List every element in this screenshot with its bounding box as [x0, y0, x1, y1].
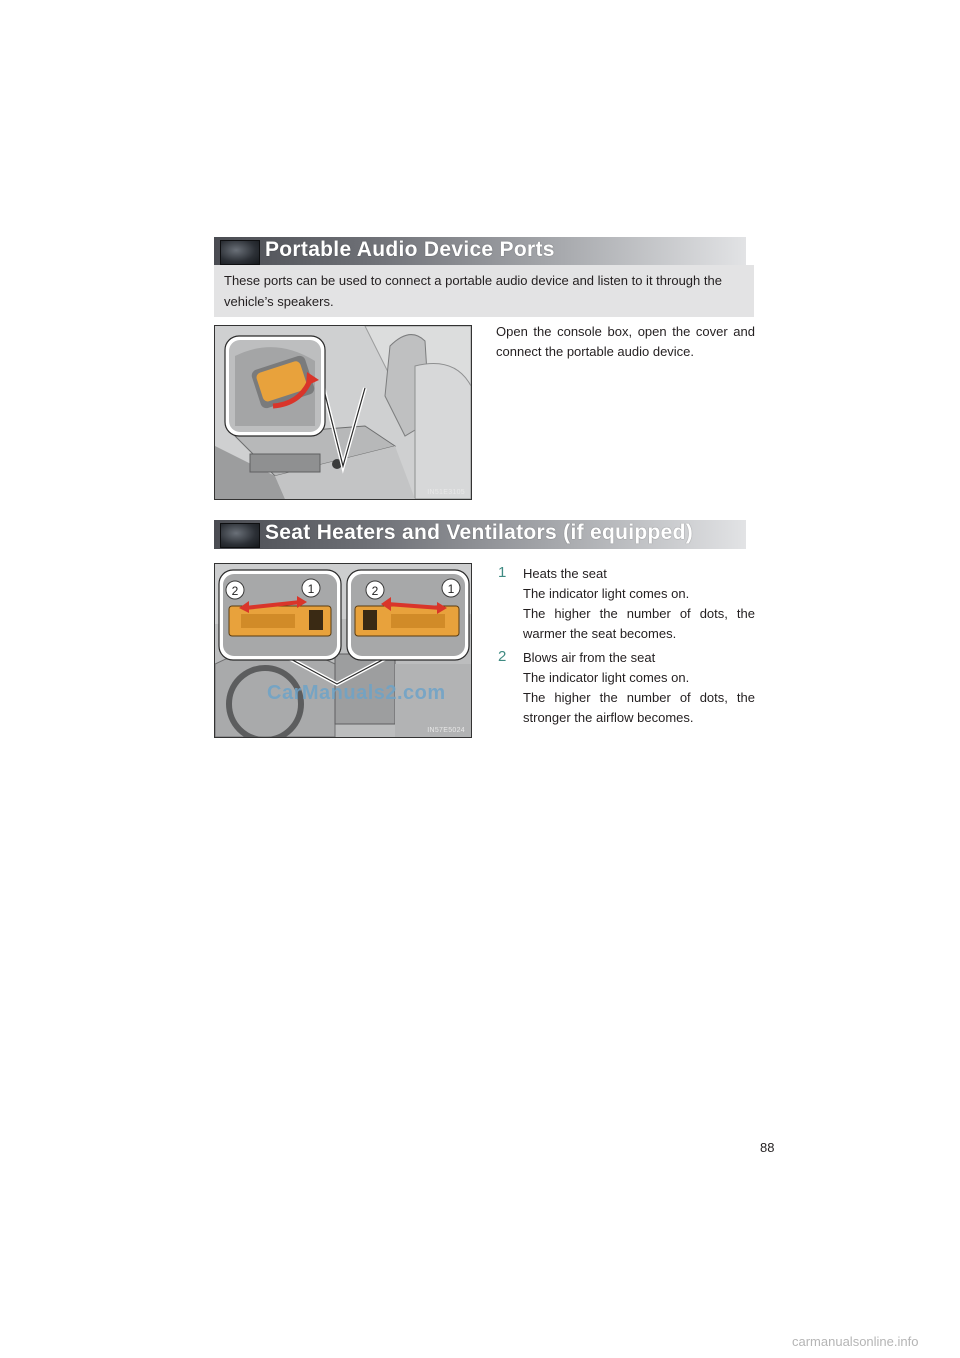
section-title: Portable Audio Device Ports [265, 238, 555, 261]
item-detail: The indicator light comes on. [523, 586, 690, 601]
item-heading: Blows air from the seat [523, 650, 656, 665]
watermark-overlay: CarManuals2.com [267, 682, 446, 704]
console-box-illustration [214, 325, 472, 500]
item-detail: The higher the number of dots, the stronger the airflow becomes. [523, 690, 755, 725]
item-number: 2 [498, 648, 507, 665]
item-number-badge [498, 648, 506, 665]
section-header-icon [220, 523, 260, 548]
instruction-text: Open the console box, open the cover and connect the portable audio device. [496, 324, 755, 359]
section-header-audio-ports [214, 237, 746, 266]
item-detail: The higher the number of dots, the warmer the seat becomes. [523, 606, 755, 641]
figure-code: IN57E5024 [427, 727, 465, 734]
callout-label: 1 [447, 582, 455, 596]
console-box-drawing [215, 326, 471, 499]
item-heading: Heats the seat [523, 566, 607, 581]
item-number-badge [498, 564, 506, 581]
section-header-seat-heaters [214, 520, 746, 549]
section-intro-text: These ports can be used to connect a portable audio device and listen to it through the vehicle’s speakers. [224, 273, 722, 309]
callout-label: 1 [307, 582, 315, 596]
item-detail: The indicator light comes on. [523, 670, 690, 685]
callout-label: 2 [371, 584, 379, 598]
seat-heater-illustration [214, 563, 472, 738]
section-title: Seat Heaters and Ventilators (if equipped) [265, 521, 694, 544]
dashboard-drawing [215, 564, 471, 737]
figure-code: IN51E3105 [427, 489, 465, 496]
item-number: 1 [498, 564, 507, 581]
section-header-icon [220, 240, 260, 265]
section-intro-box [214, 265, 754, 317]
footer-watermark: carmanualsonline.info [792, 1334, 919, 1349]
page-number: 88 [760, 1140, 775, 1155]
callout-label: 2 [231, 584, 239, 598]
